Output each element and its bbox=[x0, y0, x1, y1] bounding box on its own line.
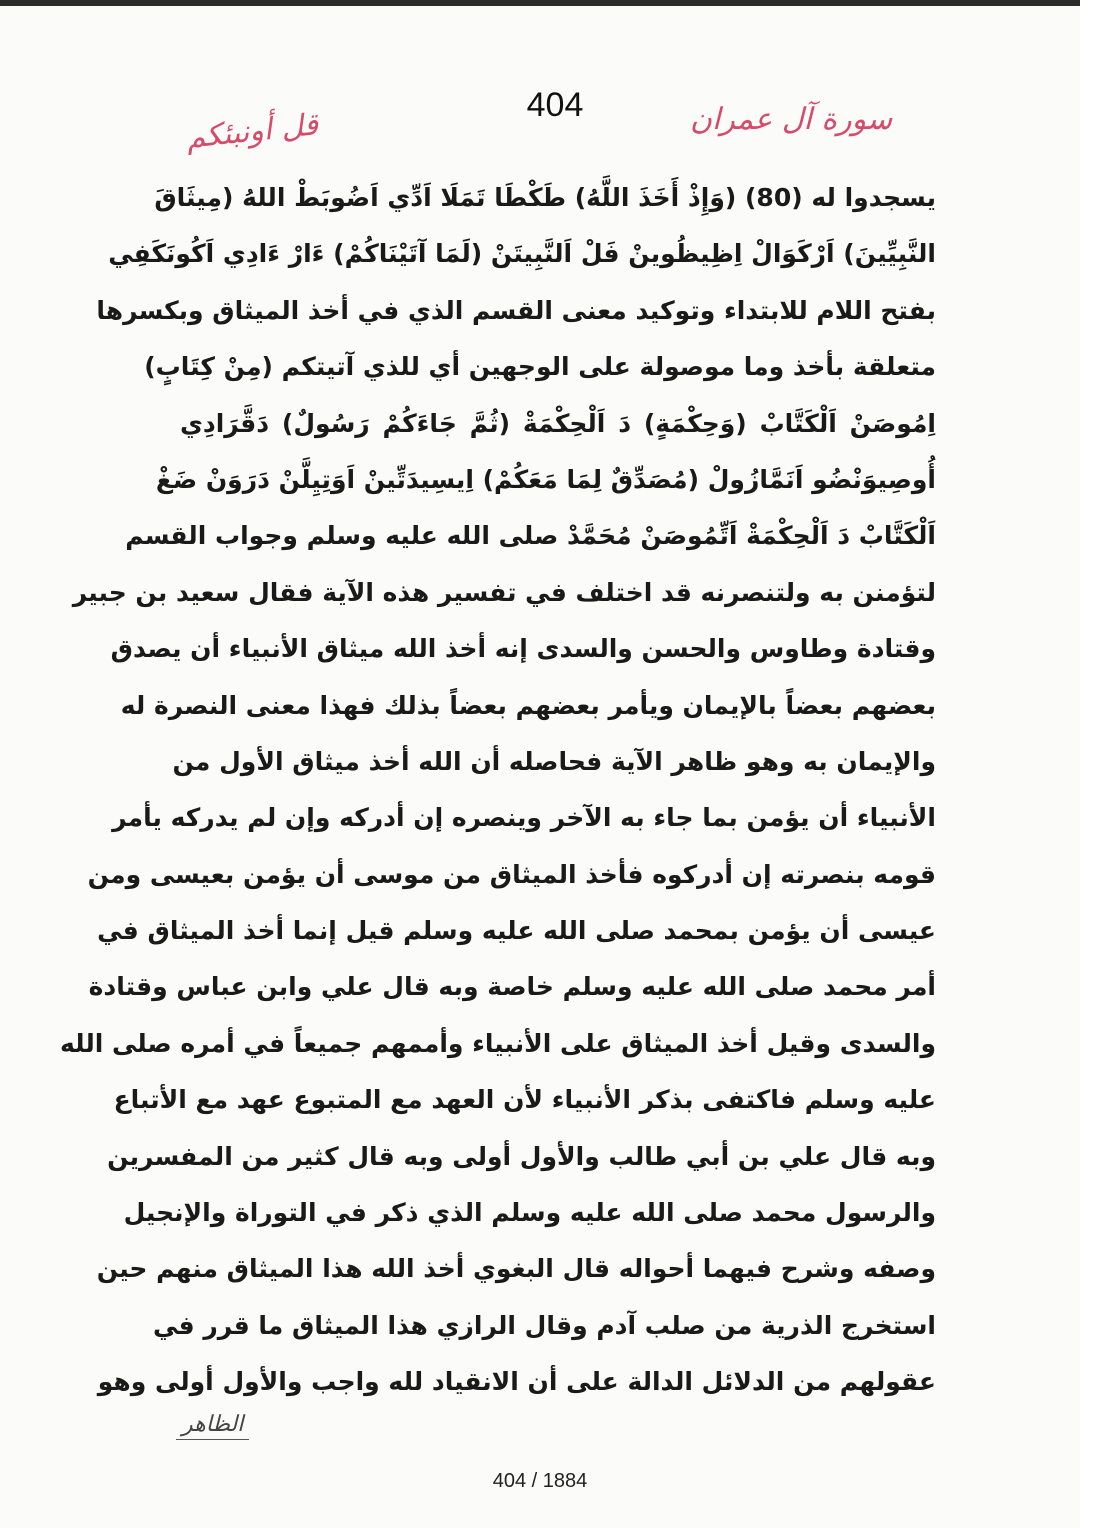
text-line: عيسى أن يؤمن بمحمد صلى الله عليه وسلم قيل إنما أخذ الميثاق في bbox=[97, 916, 936, 946]
text-line: وبه قال علي بن أبي طالب والأول أولى وبه قال كثير من المفسرين bbox=[107, 1141, 936, 1171]
text-line: اَلْكَتَّابْ دَ اَلْحِكْمَةْ اَتِّمُوصَنْ مُحَمَّدْ صلى الله عليه وسلم وجواب القسم bbox=[125, 521, 936, 551]
text-line: قومه بنصرته إن أدركوه فأخذ الميثاق من موسى أن يؤمن بعيسى ومن bbox=[87, 859, 936, 889]
text-line: متعلقة بأخذ وما موصولة على الوجهين أي للذي آتيتكم (مِنْ كِتَابٍ) bbox=[144, 352, 936, 382]
text-line: عليه وسلم فاكتفى بذكر الأنبياء لأن العهد مع المتبوع عهد مع الأتباع bbox=[113, 1085, 936, 1115]
text-line: يسجدوا له (80) (وَإِذْ أَخَذَ اللَّهُ) طَكْطَا تَمَلَا اَدِّي اَضُوبَطْ اللهُ (مِيثَاقَ bbox=[154, 183, 936, 212]
scanned-page bbox=[0, 6, 1080, 1528]
text-line: الأنبياء أن يؤمن بما جاء به الآخر وينصره إن أدركه وإن لم يدركه يأمر bbox=[112, 803, 936, 833]
catchword: الظاهر bbox=[176, 1412, 249, 1440]
text-line: أمر محمد صلى الله عليه وسلم خاصة وبه قال علي وابن عباس وقتادة bbox=[88, 972, 936, 1002]
text-line: وقتادة وطاوس والحسن والسدى إنه أخذ الله ميثاق الأنبياء أن يصدق bbox=[110, 634, 936, 664]
text-line: والسدى وقيل أخذ الميثاق على الأنبياء وأممهم جميعاً في أمره صلى الله bbox=[59, 1028, 936, 1058]
margin-note-surah: سورة آل عمران bbox=[690, 102, 893, 137]
page-number: 404 bbox=[526, 86, 584, 124]
text-line: والإيمان به وهو ظاهر الآية فحاصله أن الله أخذ ميثاق الأول من bbox=[172, 746, 936, 776]
text-line: بفتح اللام للابتداء وتوكيد معنى القسم الذي في أخذ الميثاق وبكسرها bbox=[96, 295, 936, 325]
text-line: استخرج الذرية من صلب آدم وقال الرازي هذا الميثاق ما قرر في bbox=[153, 1310, 936, 1340]
text-line: والرسول محمد صلى الله عليه وسلم الذي ذكر في التوراة والإنجيل bbox=[123, 1198, 936, 1228]
text-line: لتؤمنن به ولتنصرنه قد اختلف في تفسير هذه الآية فقال سعيد بن جبير bbox=[72, 577, 936, 607]
text-line: وصفه وشرح فيهما أحواله قال البغوي أخذ الله هذا الميثاق منهم حين bbox=[96, 1254, 936, 1284]
body-text bbox=[59, 170, 936, 1411]
page-counter: 404 / 1884 bbox=[492, 1470, 588, 1492]
text-line: اِمُوصَنْ اَلْكَتَّابْ (وَحِكْمَةٍ) دَ اَلْحِكْمَةْ (ثُمَّ جَاءَكُمْ رَسُولٌ) دَقَّرَادِي bbox=[180, 408, 936, 438]
text-line: بعضهم بعضاً بالإيمان ويأمر بعضهم بعضاً بذلك فهذا معنى النصرة له bbox=[120, 690, 936, 720]
text-line: النَّبِيِّينَ) اَرْكَوَالْ اِظِيظُوينْ فَلْ اَلنَّبِيتَنْ (لَمَا آتَيْنَاكُمْ) ءَارْ ءَادِي اَكُونَكَفِي bbox=[108, 239, 936, 269]
margin-note-verse: قل أونبئكم bbox=[184, 107, 320, 156]
text-line: أُوصِيوَنْضُو اَنَمَّازُولْ (مُصَدِّقٌ لِمَا مَعَكُمْ) اِيسِيدَتِّينْ اَوَتِيِلَّنْ دَرَوَنْ ضَغْ bbox=[155, 464, 936, 494]
text-line: عقولهم من الدلائل الدالة على أن الانقياد لله واجب والأول أولى وهو bbox=[97, 1367, 936, 1397]
